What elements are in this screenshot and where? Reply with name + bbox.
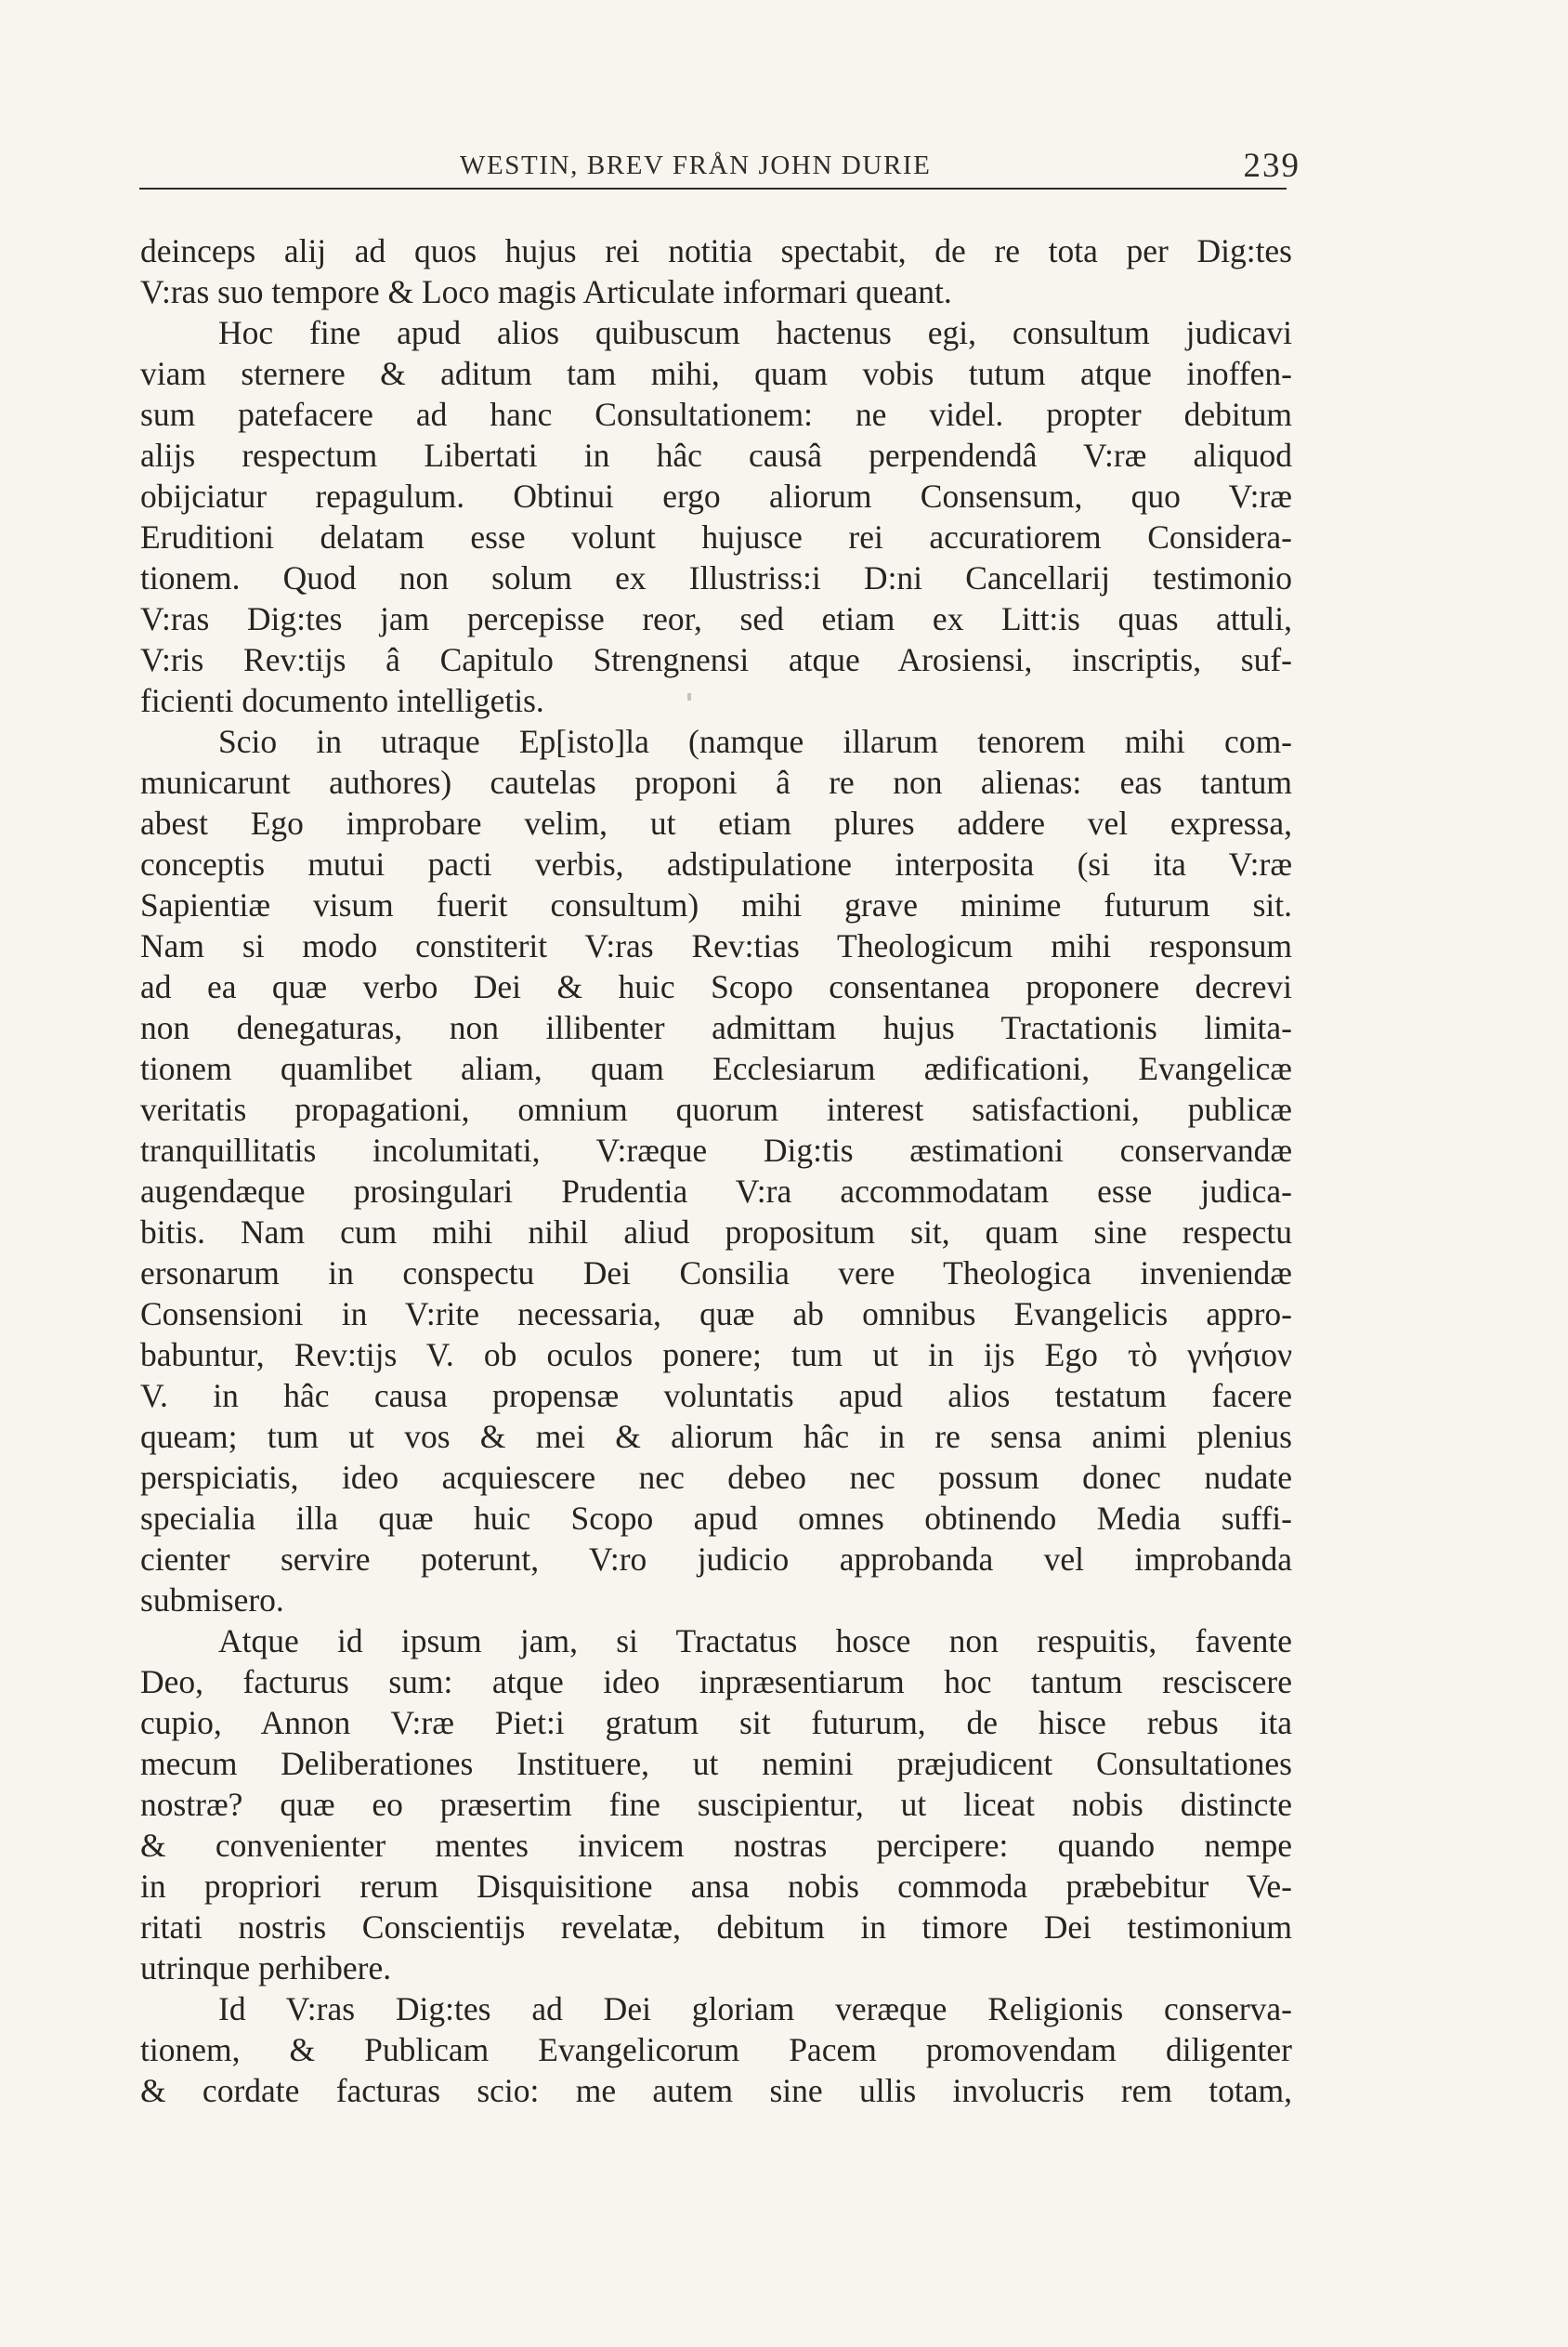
text-line: tionem, & Publicam Evangelicorum Pacem promovendam diligenter [140,2031,1292,2068]
paragraph-3 [140,721,1292,1620]
text-line: cupio, Annon V:ræ Piet:i gratum sit futurum, de hisce rebus ita [140,1704,1292,1741]
text-line: ersonarum in conspectu Dei Consilia vere Theologica inveniendæ [140,1254,1292,1292]
text-line: Nam si modo constiterit V:ras Rev:tias Theologicum mihi responsum [140,927,1292,964]
text-line: veritatis propagationi, omnium quorum interest satisfactioni, publicæ [140,1091,1292,1128]
text-line: Atque id ipsum jam, si Tractatus hosce non respuitis, favente [218,1622,1292,1659]
text-line: & convenienter mentes invicem nostras percipere: quando nempe [140,1827,1292,1864]
text-line: tionem. Quod non solum ex Illustriss:i D:ni Cancellarij testimonio [140,559,1292,597]
text-line: & cordate facturas scio: me autem sine ullis involucris rem totam, [140,2072,1292,2109]
text-line: Sapientiæ visum fuerit consultum) mihi grave minime futurum sit. [140,886,1292,924]
text-line: babuntur, Rev:tijs V. ob oculos ponere; tum ut in ijs Ego τὸ γνήσιον [140,1336,1292,1373]
text-line: V. in hâc causa propensæ voluntatis apud alios testatum facere [140,1377,1292,1414]
text-line: Hoc fine apud alios quibuscum hactenus egi, consultum judicavi [218,314,1292,351]
text-line: Deo, facturus sum: atque ideo inpræsentiarum hoc tantum resciscere [140,1663,1292,1700]
text-line: obijciatur repagulum. Obtinui ergo aliorum Consensum, quo V:ræ [140,478,1292,515]
paragraph-1 [140,230,1292,312]
running-header-title: WESTIN, BREV FRÅN JOHN DURIE [460,151,932,180]
text-line: Consensioni in V:rite necessaria, quæ ab omnibus Evangelicis appro- [140,1295,1292,1332]
text-line: specialia illa quæ huic Scopo apud omnes obtinendo Media suffi- [140,1500,1292,1537]
text-line: abest Ego improbare velim, ut etiam plures addere vel expressa, [140,805,1292,842]
paragraph-5 [140,1988,1292,2111]
text-line: mecum Deliberationes Instituere, ut nemini præjudicent Consultationes [140,1745,1292,1782]
text-line: ad ea quæ verbo Dei & huic Scopo consentanea proponere decrevi [140,968,1292,1005]
text-line: Id V:ras Dig:tes ad Dei gloriam veræque Religionis conserva- [218,1990,1292,2027]
text-line: submisero. [140,1581,284,1619]
text-line: in propriori rerum Disquisitione ansa nobis commoda præbebitur Ve- [140,1868,1292,1905]
body-text [140,230,1292,2111]
text-line: Eruditioni delatam esse volunt hujusce rei accuratiorem Considera- [140,518,1292,556]
text-line: queam; tum ut vos & mei & aliorum hâc in re sensa animi plenius [140,1418,1292,1455]
header-rule [139,188,1287,190]
text-line: Scio in utraque Ep[isto]la (namque illarum tenorem mihi com- [218,723,1292,760]
running-header [139,139,1300,195]
page-number: 239 [1243,147,1300,185]
text-line: ritati nostris Conscientijs revelatæ, debitum in timore Dei testimonium [140,1908,1292,1946]
text-line: municarunt authores) cautelas proponi â re non alienas: eas tantum [140,764,1292,801]
text-line: perspiciatis, ideo acquiescere nec debeo nec possum donec nudate [140,1459,1292,1496]
text-line: sum patefacere ad hanc Consultationem: ne videl. propter debitum [140,396,1292,433]
text-line: V:ras suo tempore & Loco magis Articulate informari queant. [140,273,952,310]
text-line: tranquillitatis incolumitati, V:ræque Dig:tis æstimationi conservandæ [140,1132,1292,1169]
text-line: conceptis mutui pacti verbis, adstipulatione interposita (si ita V:ræ [140,846,1292,883]
text-line: tionem quamlibet aliam, quam Ecclesiarum ædificationi, Evangelicæ [140,1050,1292,1087]
text-line: V:ras Dig:tes jam percepisse reor, sed etiam ex Litt:is quas attuli, [140,600,1292,637]
text-line: augendæque prosingulari Prudentia V:ra accommodatam esse judica- [140,1173,1292,1210]
text-line: nostræ? quæ eo præsertim fine suscipientur, ut liceat nobis distincte [140,1786,1292,1823]
text-line: ficienti documento intelligetis. [140,682,544,719]
text-line: alijs respectum Libertati in hâc causâ perpendendâ V:ræ aliquod [140,437,1292,474]
text-line: non denegaturas, non illibenter admittam hujus Tractationis limita- [140,1009,1292,1046]
paragraph-4 [140,1620,1292,1988]
text-line: bitis. Nam cum mihi nihil aliud propositum sit, quam sine respectu [140,1213,1292,1251]
text-line: V:ris Rev:tijs â Capitulo Strengnensi atque Arosiensi, inscriptis, suf- [140,641,1292,678]
text-line: utrinque perhibere. [140,1949,392,1986]
text-line: viam sternere & aditum tam mihi, quam vobis tutum atque inoffen- [140,355,1292,392]
paragraph-2 [140,312,1292,721]
print-mark [687,693,691,701]
text-line: cienter servire poterunt, V:ro judicio approbanda vel improbanda [140,1541,1292,1578]
text-line: deinceps alij ad quos hujus rei notitia spectabit, de re tota per Dig:tes [140,232,1292,269]
